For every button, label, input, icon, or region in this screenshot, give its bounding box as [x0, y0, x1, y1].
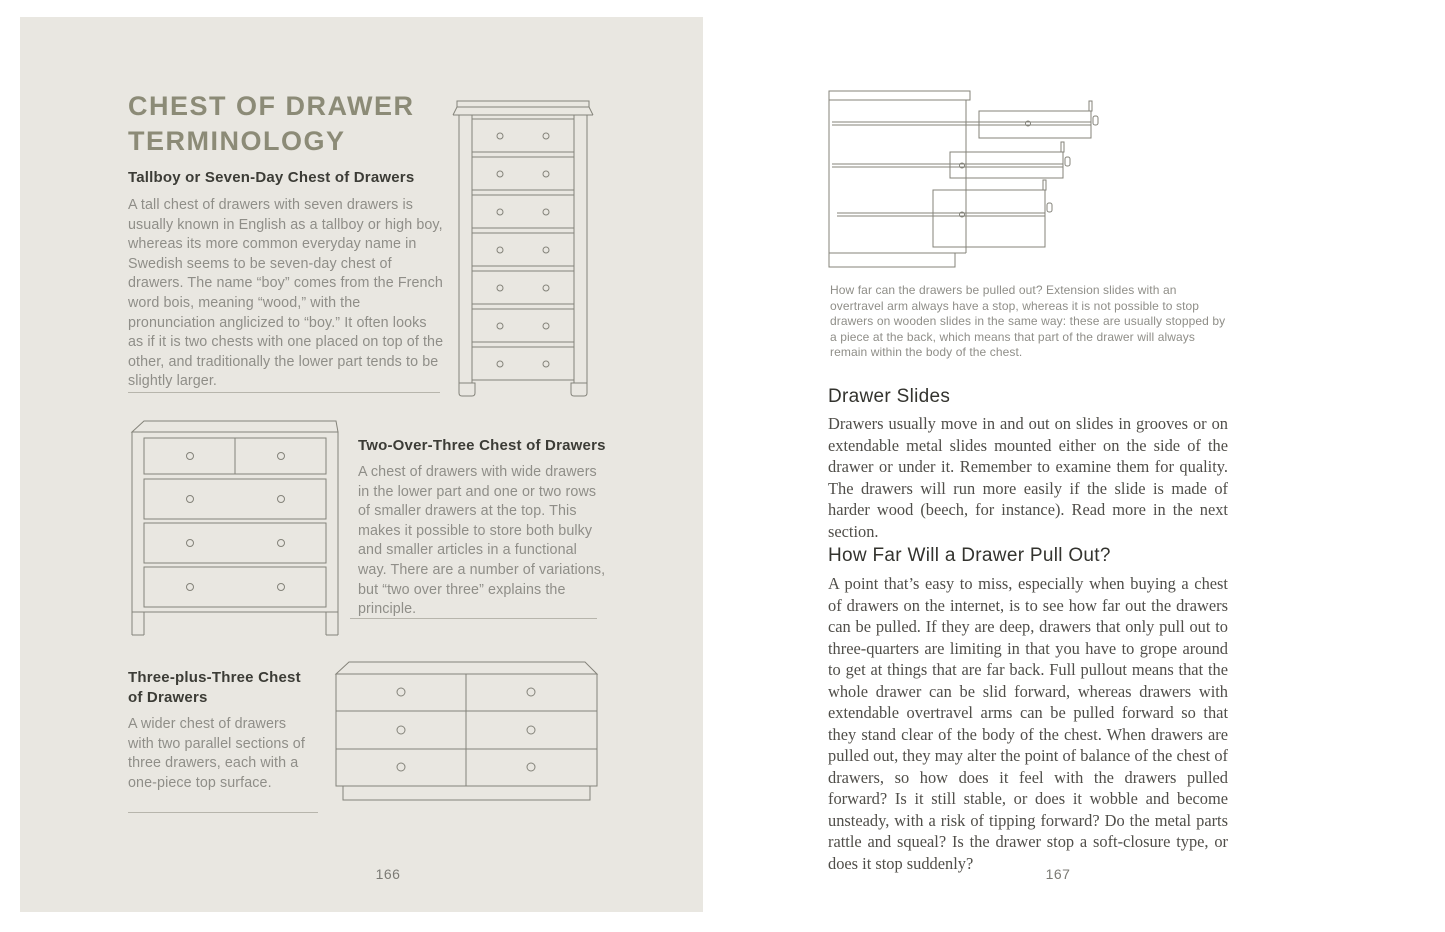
drawer-pullout-illustration	[828, 85, 1106, 277]
three-plus-three-heading: Three-plus-Three Chest of Drawers	[128, 669, 301, 707]
three-plus-three-body-text: A wider chest of drawers with two parallel sections of three drawers, each with a one-piece top surface.	[128, 716, 305, 791]
three-plus-three-illustration	[333, 657, 601, 809]
illustration-caption: How far can the drawers be pulled out? Extension slides with an overtravel arm always have a stop, whereas it is not possible to stop drawers on wooden slides in the same way: these are usually stopped by a piece at the back, which means that part of the drawer will always remain within the body of the chest.	[830, 283, 1226, 360]
tallboy-heading: Tallboy or Seven-Day Chest of Drawers	[128, 169, 415, 186]
tallboy-body-text: A tall chest of drawers with seven drawers is usually known in English as a tallboy or high boy, whereas its more common everyday name in Swedish seems to be seven-day chest of drawers. The name “boy” comes from the French word bois, meaning “wood,” with the pronunciation anglicized to “boy.” It often looks as if it is two chests with one placed on top of the other, and traditionally the lower part tends to be slightly larger.	[128, 197, 444, 390]
two-over-three-illustration	[127, 417, 341, 637]
page-number-left: 166	[375, 866, 401, 882]
drawer-slides-heading: Drawer Slides	[828, 386, 951, 407]
page-number-right: 167	[1045, 866, 1071, 882]
two-over-three-heading: Two-Over-Three Chest of Drawers	[358, 437, 606, 454]
left-page	[20, 17, 703, 912]
divider-rule	[350, 618, 597, 619]
divider-rule	[128, 392, 440, 393]
drawer-knobs	[497, 133, 549, 367]
tallboy-illustration	[450, 98, 596, 402]
two-over-three-body-text: A chest of drawers with wide drawers in the lower part and one or two rows of smaller drawers at the top. This makes it possible to store both bulky and smaller articles in a functional way. There are a number of variations, but “two over three” explains the principle.	[358, 464, 606, 618]
divider-rule	[128, 812, 318, 813]
page-title: CHEST OF DRAWER TERMINOLOGY	[128, 91, 415, 156]
drawer-slides-body-text: Drawers usually move in and out on slides in grooves or on extendable metal slides mounted either on the side of the drawer or under it. Remember to examine them for quality. The drawers will run more easily if the slide is made of harder wood (beech, for instance). Read more in the next section.	[828, 414, 1228, 541]
how-far-heading: How Far Will a Drawer Pull Out?	[828, 545, 1111, 566]
how-far-body-text: A point that’s easy to miss, especially when buying a chest of drawers on the internet, is to see how far out the drawers can be pulled. If they are deep, drawers that only pull out to three-quarters are limiting in that you have to grope around to get at things that are far back. Full pullout means that the whole drawer can be slid forward, whereas drawers with extendable overtravel arms can be pulled forward so that they stand clear of the body of the chest. When drawers are pulled out, they may alter the point of balance of the chest of drawers, so how does it feel with the drawers pulled forward? Is it still stable, or does it wobble and become unsteady, with a risk of tipping forward? Do the metal parts rattle and squeal? Is the drawer stop a soft-closure type, or does it stop suddenly?	[828, 574, 1228, 873]
